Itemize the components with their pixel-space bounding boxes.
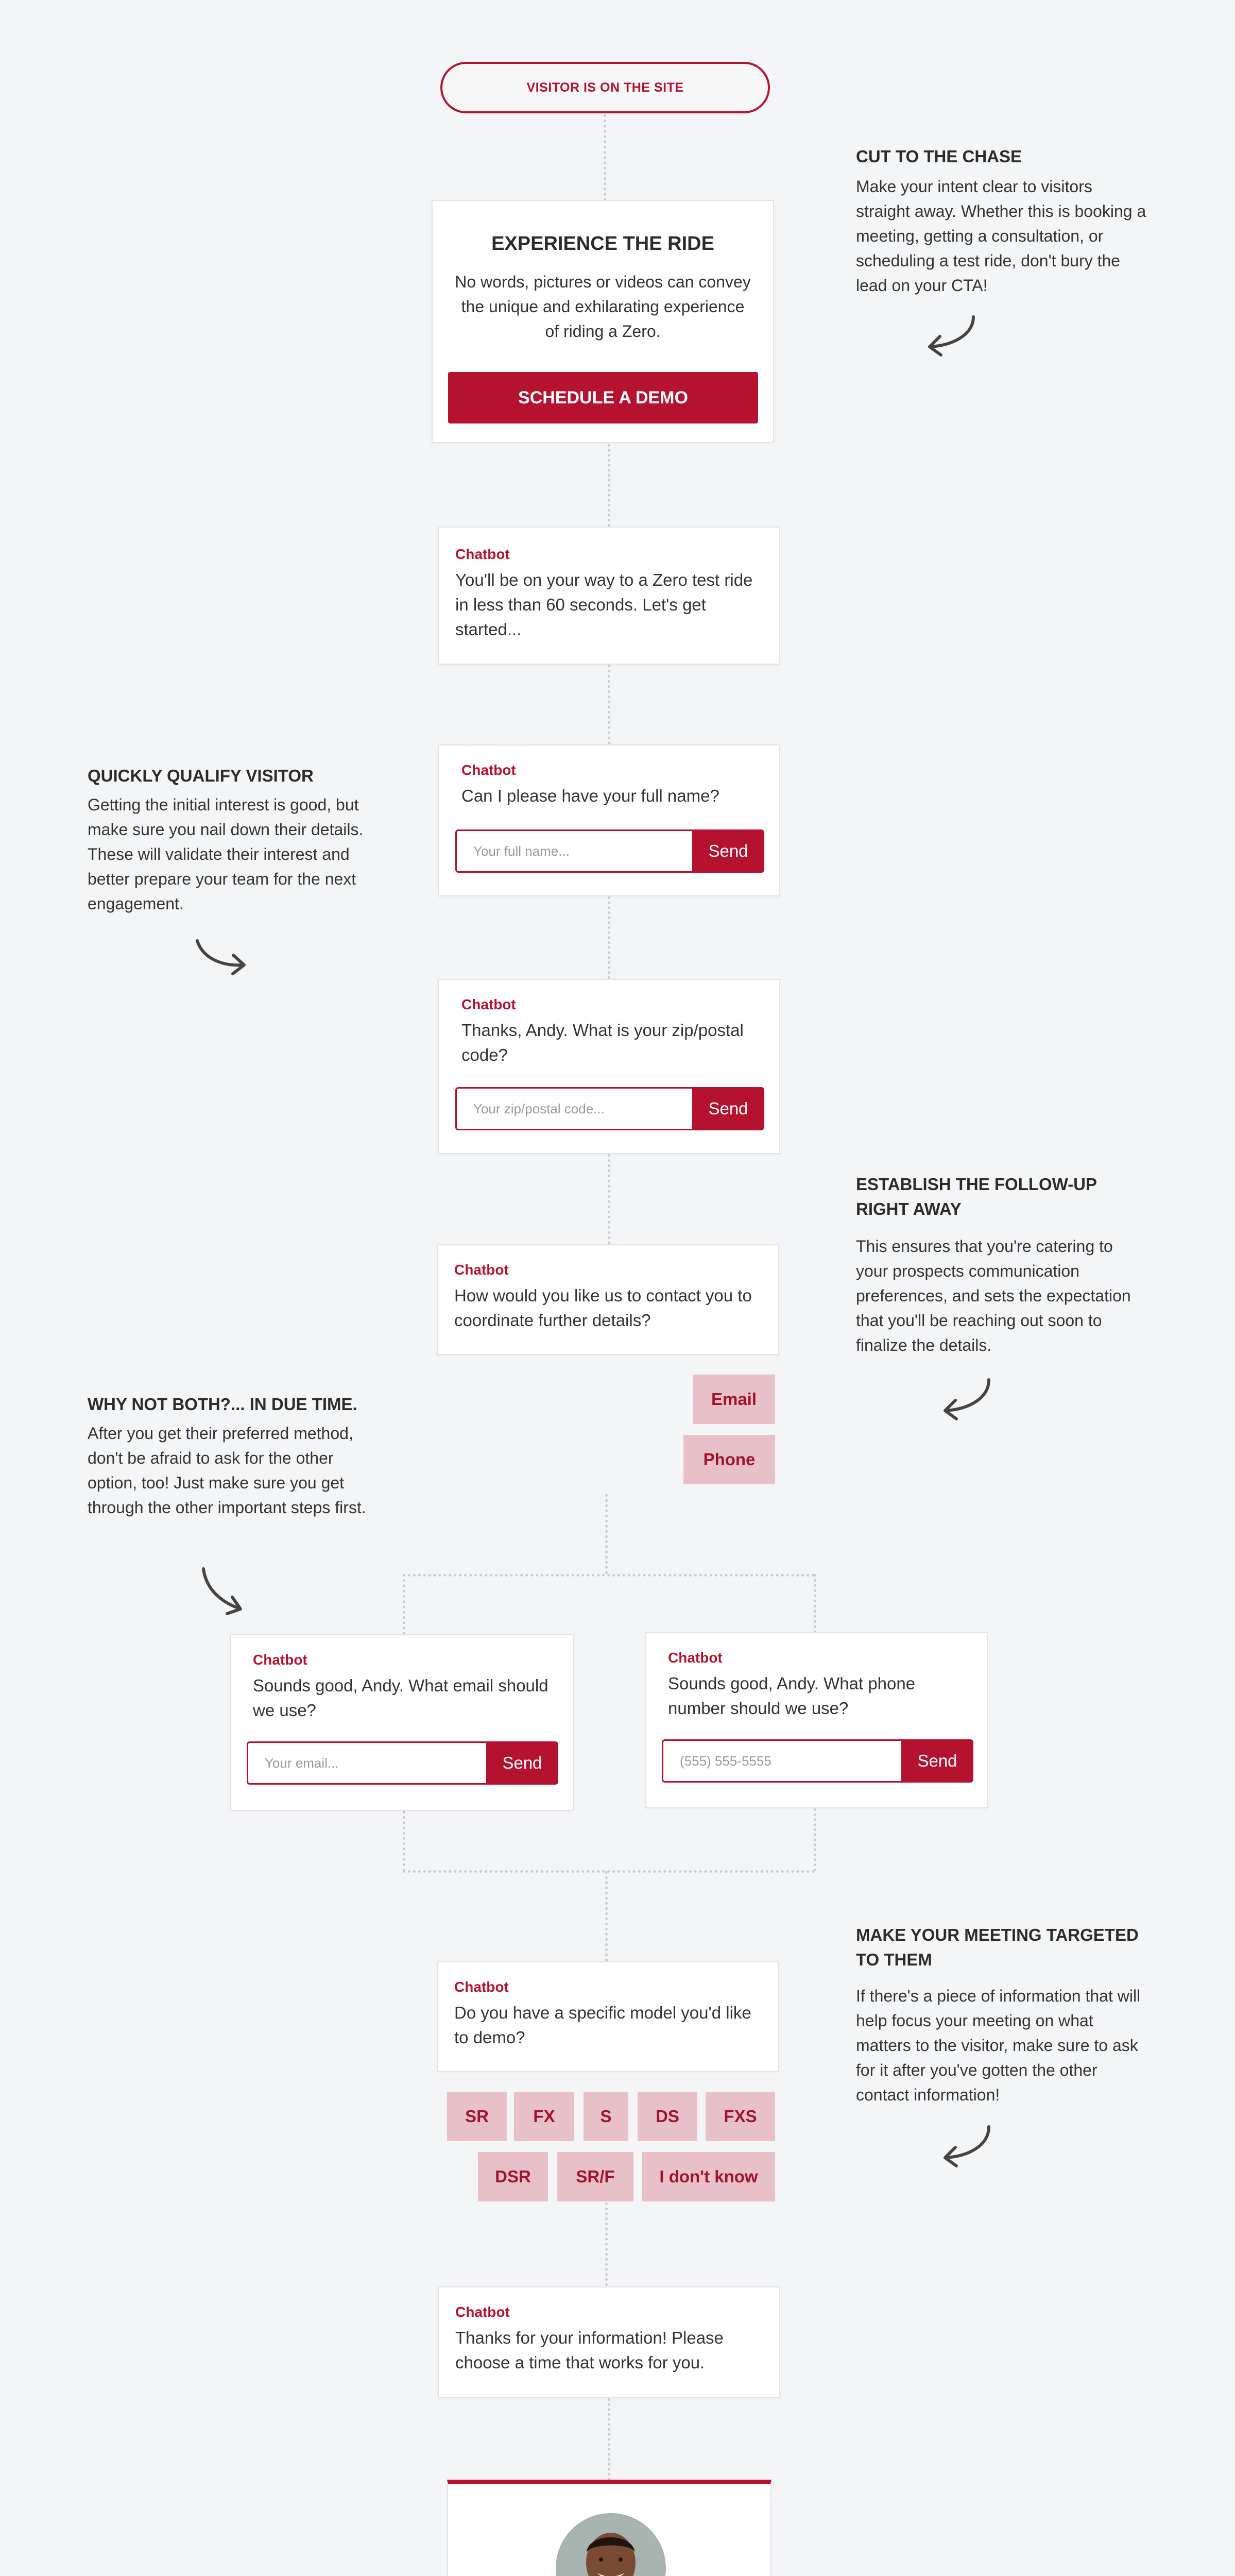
connector [604, 114, 606, 201]
connector [608, 665, 610, 744]
note-title: QUICKLY QUALIFY VISITOR [88, 766, 314, 785]
phone-option-button[interactable]: Phone [683, 1435, 775, 1484]
message-text: Can I please have your full name? [461, 786, 719, 805]
email-option-button[interactable]: Email [693, 1375, 775, 1424]
model-option-sr[interactable]: SR [447, 2092, 507, 2141]
note-body: If there's a piece of information that will help focus your meeting on what matters to the visitor, make sure to ask for it after you've gotten the other contact information! [856, 1987, 1141, 2104]
connector [605, 1494, 608, 1574]
connector [814, 1808, 816, 1871]
note-body: Getting the initial interest is good, but make sure you nail down their details. These will validate their interest and better prepare your team for the next engagement. [88, 795, 364, 913]
send-button[interactable]: Send [692, 1087, 764, 1130]
message-text: Thanks, Andy. What is your zip/postal code? [461, 1021, 744, 1064]
connector [403, 1811, 405, 1871]
chat-message [645, 1632, 988, 1808]
note-body: This ensures that you're catering to your prospects communication preferences, and sets the expectation that you'll be reaching out soon to finalize the details. [856, 1237, 1131, 1354]
note-body: Make your intent clear to visitors straight away. Whether this is booking a meeting, getting a consultation, or scheduling a test ride, don't bury the lead on your CTA! [856, 177, 1146, 295]
bot-label: Chatbot [454, 1979, 509, 1995]
connector [608, 2398, 610, 2481]
curved-arrow-icon [198, 1566, 250, 1618]
curved-arrow-icon [924, 312, 981, 358]
connector [608, 896, 610, 979]
connector [403, 1574, 405, 1635]
phone-input[interactable]: (555) 555-5555 [662, 1739, 901, 1783]
email-input[interactable]: Your email... [247, 1741, 486, 1785]
schedule-demo-button[interactable]: SCHEDULE A DEMO [448, 372, 758, 423]
message-text: You'll be on your way to a Zero test ride in less than 60 seconds. Let's get started... [455, 570, 753, 639]
chat-message [437, 1961, 779, 2072]
cta-card [432, 200, 774, 443]
send-button[interactable]: Send [901, 1739, 973, 1783]
model-option-ds[interactable]: DS [638, 2092, 697, 2141]
scheduler-card [447, 2480, 771, 2576]
curved-arrow-icon [940, 2123, 997, 2169]
note-title: WHY NOT BOTH?... IN DUE TIME. [88, 1395, 357, 1414]
note-title: MAKE YOUR MEETING TARGETED TO THEM [856, 1925, 1139, 1969]
model-option-s[interactable]: S [584, 2092, 628, 2141]
connector [605, 2202, 608, 2286]
chat-message [437, 1244, 779, 1355]
connector [814, 1574, 816, 1633]
bot-label: Chatbot [461, 996, 516, 1012]
chat-message [438, 2286, 780, 2398]
chat-message [230, 1634, 574, 1811]
model-option-dsr[interactable]: DSR [478, 2152, 548, 2201]
bot-label: Chatbot [455, 546, 510, 562]
bot-label: Chatbot [668, 1650, 723, 1666]
note-title: CUT TO THE CHASE [856, 147, 1022, 166]
chat-message [438, 527, 780, 665]
connector [608, 444, 610, 527]
connector [608, 1154, 610, 1244]
note-body: After you get their preferred method, don't be afraid to ask for the other option, too! Just make sure you get through the other important steps first. [88, 1424, 366, 1517]
bot-label: Chatbot [461, 762, 516, 778]
start-node: VISITOR IS ON THE SITE [440, 62, 770, 113]
connector [403, 1870, 815, 1873]
connector [403, 1574, 815, 1577]
bot-label: Chatbot [454, 1262, 509, 1278]
bot-label: Chatbot [253, 1652, 307, 1668]
zip-code-input[interactable]: Your zip/postal code... [455, 1087, 692, 1130]
message-text: Thanks for your information! Please choose a time that works for you. [455, 2328, 724, 2372]
send-button[interactable]: Send [692, 829, 764, 873]
send-button[interactable]: Send [486, 1741, 558, 1785]
cta-title: EXPERIENCE THE RIDE [491, 233, 714, 255]
note-title: ESTABLISH THE FOLLOW-UP RIGHT AWAY [856, 1175, 1097, 1218]
model-option-fx[interactable]: FX [514, 2092, 574, 2141]
cta-body: No words, pictures or videos can convey the unique and exhilarating experience of riding a Zero. [455, 273, 751, 341]
curved-arrow-icon [940, 1376, 997, 1422]
message-text: Do you have a specific model you'd like to demo? [454, 2003, 751, 2047]
bot-label: Chatbot [455, 2304, 510, 2320]
message-text: How would you like us to contact you to coordinate further details? [454, 1286, 752, 1330]
message-text: Sounds good, Andy. What email should we use? [253, 1676, 548, 1720]
message-text: Sounds good, Andy. What phone number should we use? [668, 1674, 916, 1718]
connector [605, 1871, 608, 1961]
full-name-input[interactable]: Your full name... [455, 829, 692, 873]
avatar [555, 2512, 667, 2576]
model-option-unknown[interactable]: I don't know [642, 2152, 775, 2201]
model-option-fxs[interactable]: FXS [706, 2092, 775, 2141]
model-option-srf[interactable]: SR/F [557, 2152, 633, 2201]
chat-message [438, 979, 780, 1154]
chat-message [438, 744, 780, 896]
curved-arrow-icon [195, 937, 251, 978]
